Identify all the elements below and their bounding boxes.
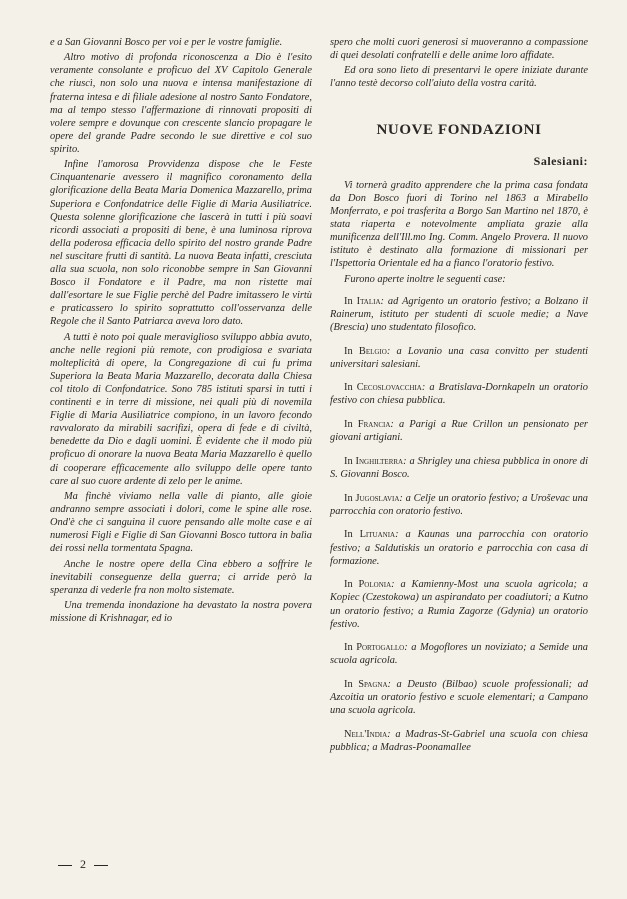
foundation-text: : a Madras-St-Gabriel una scuola con chiesa pubblica; a Madras-Poonamallee xyxy=(330,728,588,754)
foundations-list xyxy=(330,295,588,754)
foundation-text: : a Bratislava-Dornkapeln un oratorio festivo con chiesa pubblica. xyxy=(330,382,588,407)
page-footer xyxy=(50,857,116,872)
country-name: Inghilterra xyxy=(355,455,404,467)
foundation-text: : a Kaunas una parrocchia con oratorio festivo; a Saldutiskis un oratorio e parrocchia con casa di formazione. xyxy=(330,529,588,567)
country-name: Spagna xyxy=(358,679,388,691)
section-subheading: Salesiani: xyxy=(533,153,588,168)
foundation-entry: In Francia: a Parigi a Rue Crillon un pensionato per giovani artigiani. xyxy=(330,419,588,444)
country-name: Cecoslovacchia xyxy=(356,382,422,394)
paragraph: Vi tornerà gradito apprendere che la prima casa fondata da Don Bosco fuori di Torino nel 1863 a Mirabello Monferrato, e poi trasferita a Borgo San Martino nel 1870, è stata riaperta e notevolmente ampliata grazie alla munificenza dell'Ill.mo Ing. Comm. Angelo Provera. Il nuovo istituto è destinato alla formazione di missionari per l'Ispettoria Orientale ed ha a fianco l'oratorio festivo. xyxy=(330,179,588,270)
country-name: Lituania xyxy=(359,529,396,541)
paragraph: e a San Giovanni Bosco per voi e per le vostre famiglie. xyxy=(50,37,283,48)
country-name: Francia xyxy=(357,419,391,431)
footer-rule xyxy=(94,865,108,866)
foundation-entry: In Belgio: a Lovanio una casa convitto per studenti universitari salesiani. xyxy=(330,345,588,370)
page-number: 2 xyxy=(80,857,86,871)
paragraph: spero che molti cuori generosi si muoveranno a compassione di quei desolati confratelli e delle anime loro affidate. xyxy=(330,37,588,62)
foundation-entry: In Portogallo: a Mogoflores un noviziato; a Semide una scuola agricola. xyxy=(330,642,588,667)
left-column xyxy=(50,36,312,627)
section-title: NUOVE FONDAZIONI xyxy=(376,121,542,138)
foundation-entry xyxy=(330,728,588,754)
foundation-entry: In Italia: ad Agrigento un oratorio festivo; a Bolzano il Rainerum, istituto per studenti di scuole medie; a Nave (Brescia) uno studentato filosofico. xyxy=(330,295,588,333)
right-column xyxy=(330,36,588,765)
paragraph: A tutti è noto poi quale meraviglioso sviluppo abbia avuto, anche nelle regioni più remote, con prodigiosa e svariata molteplicità di opere, la Congregazione di cui fu prima Superiora la Beata Maria Mazzarello, decorata dalla Chiesa col titolo di Confondatrice. Sono 785 istituti sparsi in tutti i continenti e in terre di missione, nei quali più di novemila Figlie di Maria Ausiliatrice compiono, in un lavoro fecondo ravvalorato da mirabili sacrifizi, opera di fede e di civiltà, benedette da Dio e dagli uomini. È evidente che il modo più proficuo di onorare la nuova Beata Maria Mazzarello è quello di cooperare efficacemente allo sviluppo delle opere tanto care al suo cuore ardente di zelo per le anime. xyxy=(50,331,312,487)
foundation-entry: In Jugoslavia: a Celje un oratorio festivo; a Uroševac una parrocchia con oratorio festivo. xyxy=(330,492,588,517)
foundation-entry: In Cecoslovacchia: a Bratislava-Dornkapeln un oratorio festivo con chiesa pubblica. xyxy=(330,382,588,407)
paragraph: Infine l'amorosa Provvidenza dispose che le Feste Cinquantenarie avessero il magnifico coronamento della glorificazione della Beata Maria Domenica Mazzarello, prima Superiora e Confondatrice delle Figlie di Maria Ausiliatrice. Questa solenne glorificazione che lascerà in tutti i più soavi ricordi associati a propositi di bene, è una luminosa riprova della poderosa efficacia dello spirito del nostro grande Padre nel suscitare frutti di santità. La nuova Beata infatti, cresciuta alla sua scuola, non solo riconobbe sempre in San Giovanni Bosco il Fondatore e il Padre, ma non ristette mai dall'esortare le sue Figlie perchè del Padre imitassero le virtù e praticassero lo spirito soprattutto coll'osservanza delle Regole che il Santo Patriarca aveva loro dato. xyxy=(50,159,312,328)
country-name: Belgio xyxy=(358,345,387,357)
paragraph: Una tremenda inondazione ha devastato la nostra povera missione di Krishnagar, ed io xyxy=(50,600,312,625)
country-name: Polonia xyxy=(358,579,392,591)
foundation-entry: In Lituania: a Kaunas una parrocchia con oratorio festivo; a Saldutiskis un oratorio e parrocchia con casa di formazione. xyxy=(330,529,588,567)
foundation-entry: In Inghilterra: a Shrigley una chiesa pubblica in onore di S. Giovanni Bosco. xyxy=(330,455,588,480)
footer-rule xyxy=(58,865,72,866)
foundation-text: : a Lovanio una casa convitto per studenti universitari salesiani. xyxy=(330,345,588,370)
country-name: Italia xyxy=(356,295,381,307)
paragraph: Anche le nostre opere della Cina ebbero a soffrire le inevitabili conseguenze della guerra; ci arride però la speranza di vederle fra non molto sistemate. xyxy=(50,558,312,596)
paragraph: Furono aperte inoltre le seguenti case: xyxy=(344,273,506,285)
foundation-text: : a Kamienny-Most una scuola agricola; a Kopiec (Czestokowa) un aspirandato per coadiutori; a Kutno un oratorio festivo; a Rumia Zagorze (Gdynia) un oratorio festivo. xyxy=(330,579,588,630)
country-name: Nell'India xyxy=(344,728,388,740)
foundation-text: : a Deusto (Bilbao) scuole professionali; ad Azcoitia un oratorio festivo e scuole elementari; a Campano una scuola agricola. xyxy=(330,679,588,717)
foundation-entry: In Polonia: a Kamienny-Most una scuola agricola; a Kopiec (Czestokowa) un aspirandato per coadiutori; a Kutno un oratorio festivo; a Rumia Zagorze (Gdynia) un oratorio festivo. xyxy=(330,579,588,630)
foundation-text: : a Parigi a Rue Crillon un pensionato per giovani artigiani. xyxy=(330,419,588,444)
paragraph: Ed ora sono lieto di presentarvi le opere iniziate durante l'anno testè decorso coll'aiuto della vostra carità. xyxy=(330,65,588,90)
foundation-text: : a Shrigley una chiesa pubblica in onore di S. Giovanni Bosco. xyxy=(330,455,588,480)
foundation-entry: In Spagna: a Deusto (Bilbao) scuole professionali; ad Azcoitia un oratorio festivo e scuole elementari; a Campano una scuola agricola. xyxy=(330,679,588,717)
foundation-text: : a Mogoflores un noviziato; a Semide una scuola agricola. xyxy=(330,642,588,667)
foundation-text: : a Celje un oratorio festivo; a Uroševac una parrocchia con oratorio festivo. xyxy=(330,492,588,517)
country-name: Jugoslavia xyxy=(355,492,400,504)
paragraph: Altro motivo di profonda riconoscenza a Dio è l'esito veramente consolante e proficuo del XV Capitolo Generale che riuscì, non solo una nuova e intensa manifestazione di fraterna intesa e di filiale adesione al nostro Santo Fondatore, ma al tempo stesso l'affermazione di rinnovati propositi di volere sempre e dovunque con crescente slancio propagare le opere del grande Padre secondo le sue direttive e col suo spirito. xyxy=(50,52,312,155)
foundation-text: : ad Agrigento un oratorio festivo; a Bolzano il Rainerum, istituto per studenti di scuole medie; a Nave (Brescia) uno studentato filosofico. xyxy=(330,295,588,333)
country-name: Portogallo xyxy=(356,642,405,654)
paragraph: Ma finchè viviamo nella valle di pianto, alle gioie andranno sempre associati i dolori, come le spine alle rose. Ond'è che ci sanguina il cuore pensando alle molte case e ai numerosi Figli e Figlie di San Giovanni Bosco tuttora in balìa dei rossi nella tormentata Spagna. xyxy=(50,490,312,555)
